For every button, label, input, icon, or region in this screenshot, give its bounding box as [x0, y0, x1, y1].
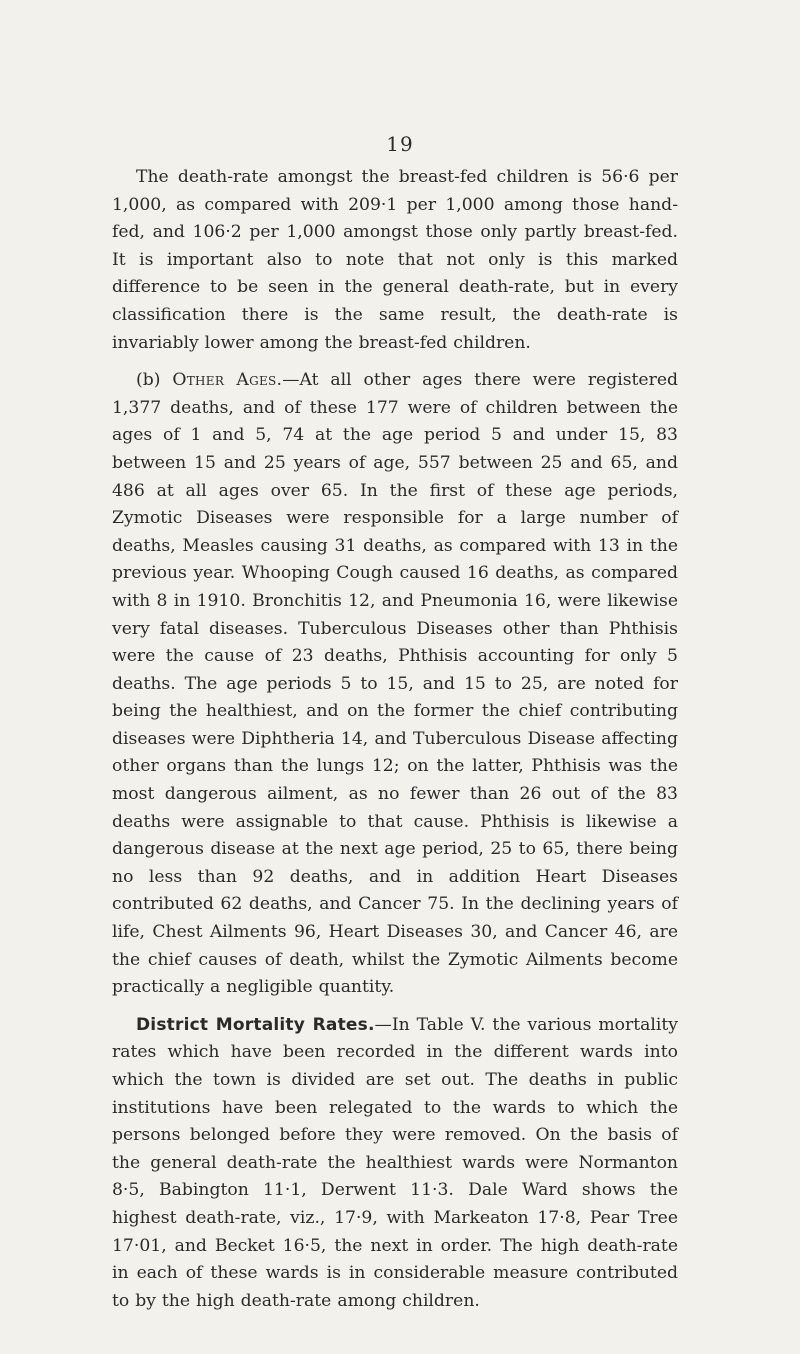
paragraph-district-mortality-text: —In Table V. the various mortality rates which have been recorded in the different wards into which the town is divided are set out. The deaths in public institutions have been relegated to the wards to which the persons belonged before they were removed. On the basis of the general death-rate the healthiest wards were Normanton 8·5, Babington 11·1, Derwent 11·3. Dale Ward shows the highest death-rate, viz., 17·9, with Markeaton 17·8, Pear Tree 17·01, and Becket 16·5, the next in order. The high death-rate in each of these wards is in considerable measure contributed to by the high death-rate among children. [112, 1014, 679, 1311]
paragraph-district-mortality [112, 1012, 678, 1316]
paragraph-breast-fed-death-rate: The death-rate amongst the breast-fed children is 56·6 per 1,000, as compared with 209·1 per 1,000 among those hand-fed, and 106·2 per 1,000 amongst those only partly breast-fed. It is important also to note that not only is this marked difference to be seen in the general death-rate, but in every classification there is the same result, the death-rate is invariably lower among the breast-fed children. [112, 167, 678, 353]
section-label-other-ages: Other Ages. [172, 370, 283, 391]
paragraph-other-ages [112, 367, 678, 1002]
body-text [112, 164, 678, 1315]
paragraph-prefix: (b) [136, 370, 173, 391]
page-number: 19 [386, 132, 414, 156]
section-heading-district-mortality: District Mortality Rates. [136, 1014, 375, 1035]
paragraph-other-ages-text: —At all other ages there were registered 1,377 deaths, and of these 177 were of children between the ages of 1 and 5, 74 at the age period 5 and under 15, 83 between 15 and 25 years of age, 557 between 25 and 65, and 486 at all ages over 65. In the first of these age periods, Zymotic Diseases were responsible for a large number of deaths, Measles causing 31 deaths, as compared with 13 in the previous year. Whooping Cough caused 16 deaths, as compared with 8 in 1910. Bronchitis 12, and Pneumonia 16, were likewise very fatal diseases. Tuberculous Diseases other than Phthisis were the cause of 23 deaths, Phthisis accounting for only 5 deaths. The age periods 5 to 15, and 15 to 25, are noted for being the healthiest, and on the former the chief contributing diseases were Diphtheria 14, and Tuberculous Disease affecting other organs than the lungs 12; on the latter, Phthisis was the most dangerous ailment, as no fewer than 26 out of the 83 deaths were assignable to that cause. Phthisis is likewise a dangerous disease at the next age period, 25 to 65, there being no less than 92 deaths, and in addition Heart Diseases contributed 62 deaths, and Cancer 75. In the declining years of life, Chest Ailments 96, Heart Diseases 30, and Cancer 46, are the chief causes of death, whilst the Zymotic Ailments become practically a negligible quantity. [112, 370, 678, 998]
